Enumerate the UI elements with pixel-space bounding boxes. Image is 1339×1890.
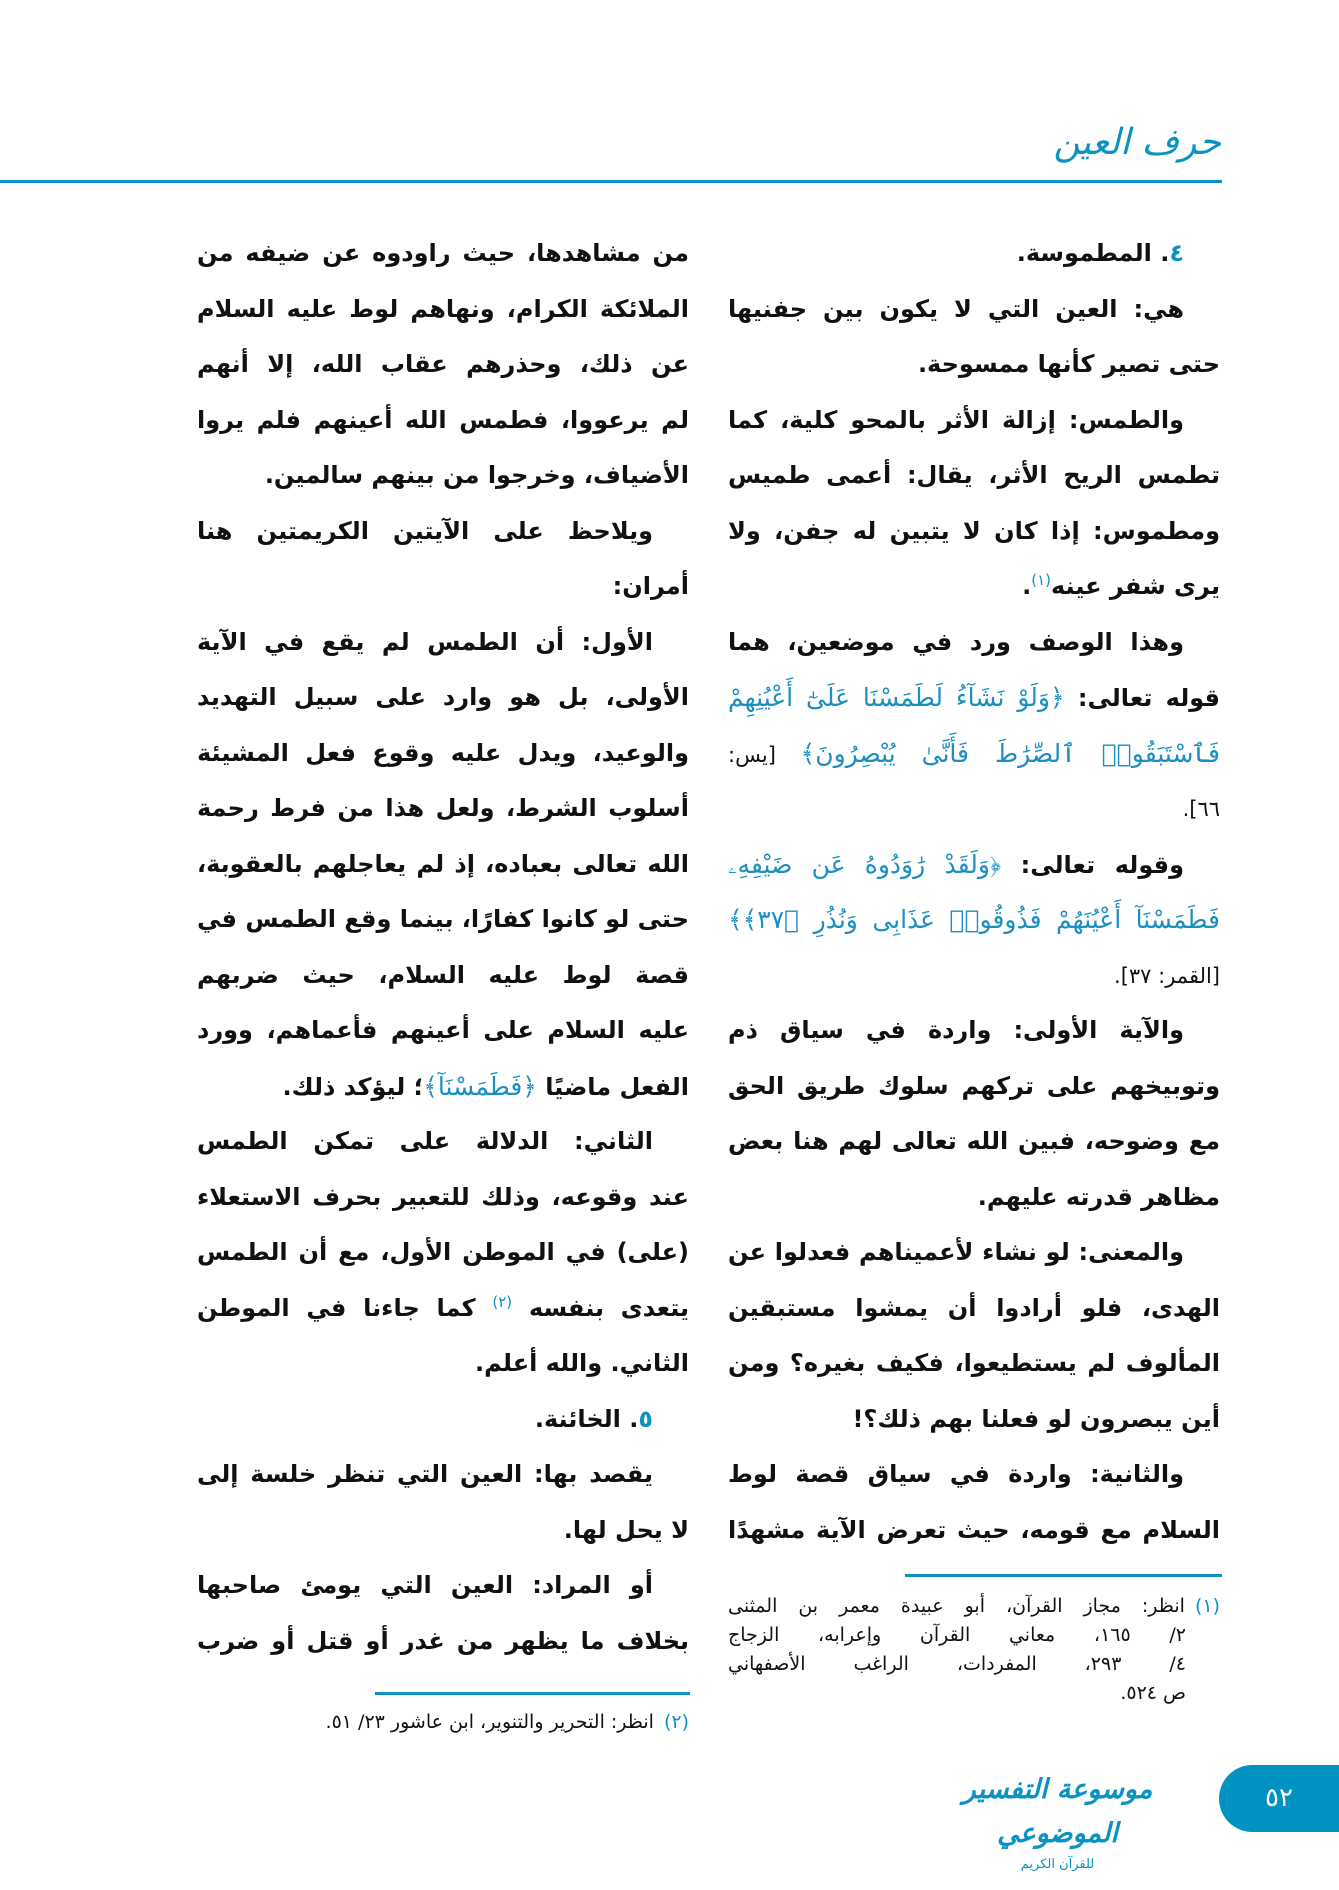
text-line (728, 1003, 1220, 1059)
text-line (728, 1059, 1220, 1115)
chapter-title: حرف العين (1053, 122, 1221, 163)
section-number: ٥ (638, 1404, 653, 1433)
text-line (728, 781, 1220, 837)
footnote-line (728, 1679, 1220, 1708)
text-segment: تطمس الريح الأثر، يقال: أعمى طميس (728, 461, 1220, 489)
text-segment: وهذا الوصف ورد في موضعين، هما (728, 627, 1184, 656)
text-segment: والآية الأولى: واردة في سياق ذم (728, 1016, 1184, 1044)
text-line (197, 1558, 689, 1614)
text-segment: ومطموس: إذا كان لا يتبين له جفن، ولا (728, 516, 1220, 545)
footnote-divider-right (905, 1574, 1222, 1577)
text-segment: من مشاهدها، حيث راودوه عن ضيفه من (197, 239, 689, 267)
left-column (197, 226, 689, 1669)
text-line (728, 393, 1220, 449)
text-line (197, 226, 689, 282)
footnote-line (728, 1592, 1220, 1621)
logo-title: موسوعة التفسير الموضوعي (962, 1774, 1153, 1849)
quran-verse: ﴿وَلَقَدْ رَٰوَدُوهُ عَن ضَيْفِهِۦ (728, 849, 1001, 879)
text-segment: وتوبيخهم على تركهم سلوك طريق الحق (728, 1071, 1220, 1100)
text-line (197, 393, 689, 449)
text-line (728, 1503, 1220, 1559)
text-segment: بخلاف ما يظهر من غدر أو قتل أو ضرب (197, 1626, 689, 1655)
quran-verse: فَٱسْتَبَقُوا۟ ٱلصِّرَٰطَ فَأَنَّىٰ يُبْصِرُونَ﴾ (800, 738, 1220, 768)
text-segment: الثاني: الدلالة على تمكن الطمس (197, 1127, 653, 1155)
text-segment: الهدى، فلو أرادوا أن يمشوا مستبقين (728, 1293, 1220, 1322)
text-segment: والثانية: واردة في سياق قصة لوط (728, 1460, 1184, 1488)
footnote-divider-left (375, 1692, 690, 1695)
text-line (728, 504, 1220, 560)
text-line (197, 726, 689, 782)
text-line (728, 726, 1220, 782)
text-segment: والطمس: إزالة الأثر بالمحو كلية، كما (728, 405, 1184, 434)
text-segment: والمعنى: لو نشاء لأعميناهم فعدلوا عن (728, 1238, 1184, 1266)
text-segment: الثاني. والله أعلم. (474, 1349, 689, 1377)
footnote-reference[interactable]: (٢) (492, 1292, 513, 1311)
right-column (728, 226, 1220, 1558)
page-number-badge: ٥٢ (1219, 1765, 1339, 1832)
text-line (197, 837, 689, 893)
text-line (728, 1170, 1220, 1226)
text-segment: لا يحل لها. (563, 1515, 689, 1544)
text-line (728, 1336, 1220, 1392)
text-segment: حتى لو كانوا كفارًا، بينما وقع الطمس في (197, 905, 689, 933)
text-line (728, 337, 1220, 393)
text-line (197, 448, 689, 504)
text-line (197, 282, 689, 338)
footnote-reference[interactable]: (١) (1031, 571, 1051, 589)
footnote-text: ٤/ ٢٩٣، المفردات، الراغب الأصفهاني (728, 1653, 1186, 1675)
text-line (197, 1225, 689, 1281)
footnote-line (728, 1650, 1220, 1679)
footnote-line (197, 1708, 689, 1737)
text-line (197, 1281, 689, 1337)
text-segment: . الخائنة. (534, 1404, 639, 1433)
text-segment: لم يرعووا، فطمس الله أعينهم فلم يروا (197, 405, 689, 434)
text-segment: قصة لوط عليه السلام، حيث ضربهم (197, 960, 689, 989)
text-segment: السلام مع قومه، حيث تعرض الآية مشهدًا (728, 1515, 1220, 1544)
text-segment: أمران: (612, 572, 689, 600)
text-segment: الفعل ماضيًا (536, 1072, 689, 1101)
verse-citation: [يس: (728, 742, 801, 767)
text-line (728, 948, 1220, 1004)
footnote-number: (٢) (663, 1711, 689, 1733)
footnote-number: (١) (1194, 1595, 1220, 1617)
footnote-line (728, 1621, 1220, 1650)
footnote-right (728, 1592, 1220, 1708)
text-line (197, 1170, 689, 1226)
text-line (728, 1447, 1220, 1503)
header-divider (0, 180, 1222, 183)
section-number: ٤ (1169, 239, 1184, 267)
text-line (197, 1503, 689, 1559)
text-segment: مظاهر قدرته عليهم. (977, 1182, 1220, 1211)
text-segment: (على) في الموطن الأول، مع أن الطمس (197, 1238, 689, 1266)
text-segment: عند وقوعه، وذلك للتعبير بحرف الاستعلاء (197, 1182, 689, 1211)
text-line (728, 1114, 1220, 1170)
quran-verse: ﴿وَلَوْ نَشَآءُ لَطَمَسْنَا عَلَىٰٓ أَعْيُنِهِمْ (728, 683, 1065, 712)
logo-subtitle: للقرآن الكريم (1020, 1857, 1095, 1872)
text-line (197, 1336, 689, 1392)
text-segment: وقوله تعالى: (1000, 850, 1184, 879)
text-line (728, 837, 1220, 893)
text-segment: المألوف لم يستطيعوا، فكيف بغيره؟ ومن (728, 1349, 1220, 1377)
text-segment: عليه السلام على أعينهم فأعماهم، وورد (197, 1016, 689, 1044)
text-segment: يرى شفر عينه (1051, 572, 1220, 600)
text-segment: الأول: أن الطمس لم يقع في الآية (197, 627, 653, 656)
text-line (728, 282, 1220, 338)
text-line (197, 1003, 689, 1059)
text-line (197, 1059, 689, 1115)
text-line (197, 559, 689, 615)
text-segment: حتى تصير كأنها ممسوحة. (917, 350, 1220, 378)
footnote-text: انظر: مجاز القرآن، أبو عبيدة معمر بن المثنى (728, 1595, 1185, 1617)
text-segment: قوله تعالى: (1064, 684, 1220, 712)
verse-citation: ٦٦]. (1182, 797, 1220, 821)
text-segment: أسلوب الشرط، ولعل هذا من فرط رحمة (197, 794, 689, 822)
text-line (197, 1447, 689, 1503)
text-segment: الملائكة الكرام، ونهاهم لوط عليه السلام (197, 294, 689, 323)
text-line (728, 1281, 1220, 1337)
footnote-text: انظر: التحرير والتنوير، ابن عاشور ٢٣/ ٥١. (325, 1711, 654, 1733)
text-segment: ويلاحظ على الآيتين الكريمتين هنا (197, 516, 653, 545)
text-line (728, 892, 1220, 948)
text-segment: . المطموسة. (1016, 239, 1170, 267)
footnote-text: ٢/ ١٦٥، معاني القرآن وإعرابه، الزجاج (728, 1624, 1186, 1646)
quran-verse: فَطَمَسْنَآ أَعْيُنَهُمْ فَذُوقُوا۟ عَذَابِى وَنُذُرِ ﴿٣٧﴾﴾ (728, 905, 1220, 934)
text-segment: والوعيد، ويدل عليه وقوع فعل المشيئة (197, 738, 689, 767)
text-segment: الأولى، بل هو وارد على سبيل التهديد (197, 683, 689, 711)
text-segment: عن ذلك، وحذرهم عقاب الله، إلا أنهم (197, 350, 689, 378)
text-segment: أو المراد: العين التي يومئ صاحبها (197, 1571, 653, 1599)
verse-citation: [القمر: ٣٧]. (1114, 963, 1220, 988)
footnote-text: ص ٥٢٤. (1120, 1682, 1186, 1704)
text-line (197, 892, 689, 948)
text-line (197, 1614, 689, 1670)
text-line (197, 1392, 689, 1448)
text-line (197, 337, 689, 393)
text-line (728, 226, 1220, 282)
text-segment: ؛ ليؤكد ذلك. (282, 1072, 424, 1101)
encyclopedia-logo (935, 1768, 1180, 1872)
text-segment: يتعدى بنفسه (512, 1293, 689, 1322)
text-segment: الأضياف، وخرجوا من بينهم سالمين. (264, 461, 689, 489)
text-line (197, 948, 689, 1004)
text-segment: الله تعالى بعباده، إذ لم يعاجلهم بالعقوبة، (197, 849, 689, 878)
text-line (728, 559, 1220, 615)
footnote-left (197, 1708, 689, 1737)
text-segment: أين يبصرون لو فعلنا بهم ذلك؟! (852, 1404, 1220, 1433)
text-line (728, 1392, 1220, 1448)
text-line (728, 1225, 1220, 1281)
text-line (197, 504, 689, 560)
text-line (197, 781, 689, 837)
text-segment: . (1022, 572, 1032, 600)
text-line (197, 670, 689, 726)
text-segment: كما جاءنا في الموطن (197, 1293, 493, 1322)
text-line (197, 1114, 689, 1170)
quran-verse: ﴿فَطَمَسْنَآ﴾ (423, 1071, 537, 1101)
text-segment: يقصد بها: العين التي تنظر خلسة إلى (197, 1460, 653, 1488)
text-line (728, 615, 1220, 671)
text-segment: مع وضوحه، فبين الله تعالى لهم هنا بعض (728, 1127, 1220, 1155)
text-line (197, 615, 689, 671)
text-line (728, 448, 1220, 504)
text-line (728, 670, 1220, 726)
text-segment: هي: العين التي لا يكون بين جفنيها (728, 294, 1184, 323)
